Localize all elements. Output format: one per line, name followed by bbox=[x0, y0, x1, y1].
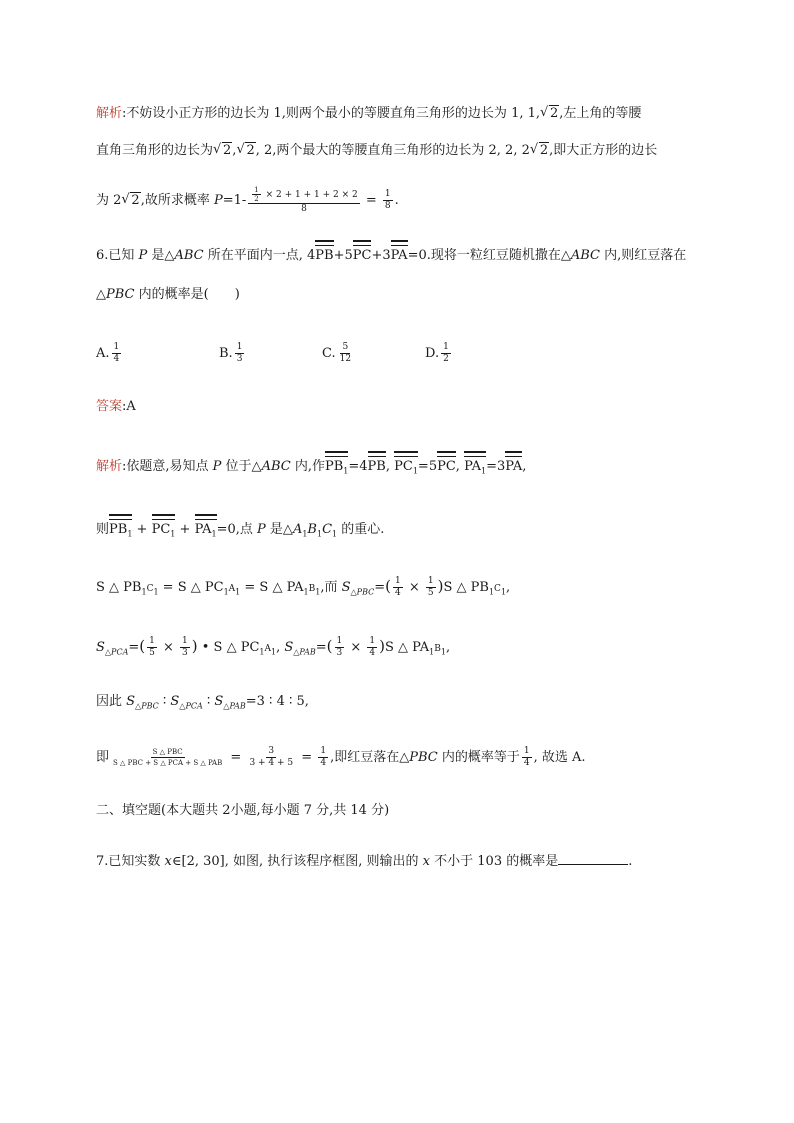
answer-blank[interactable] bbox=[558, 864, 628, 865]
option-c: C. $\frac{5}{12}$ bbox=[322, 342, 352, 364]
vector-pa1: $PA_1$ bbox=[464, 457, 486, 482]
vector-pb1: $PB_1$ bbox=[325, 457, 348, 482]
question-6-line-1: 6.已知 P 是△ABC 所在平面内一点, 4PB+5PC+3PA=0.现将一粒红豆随机撒在△ABC 内,则红豆落在 bbox=[96, 246, 686, 266]
vector-pb: PB bbox=[368, 457, 386, 477]
result-fraction: $\frac{1}{8}$ bbox=[384, 189, 391, 211]
question-6-line-2: △PBC 内的概率是( ) bbox=[96, 287, 240, 302]
solution-2-line-2: 则$PB_1 + PC_1 + PA_1=0$,点 P 是$\triangle A_1B_1C_1$ 的重心. bbox=[96, 520, 384, 545]
solution-1-line-1: 解析:不妨设小正方形的边长为 1,则两个最小的等腰直角三角形的边长为 1, 1,√ 2,左上角的等腰 bbox=[96, 104, 641, 124]
solution-1-line-3: 为 2√ 2,故所求概率 P=1- $\frac{1}{2}$ × 2 + 1 + 1 + 2 × 2 8 = $\frac{1}{8}$ . bbox=[96, 186, 399, 215]
question-7: 7.已知实数 x∈[2, 30], 如图, 执行该程序框图, 则输出的 x 不小于 103 的概率是 . bbox=[96, 854, 633, 869]
equation-3: 因此 $S_{\triangle PBC}$ ∶ $S_{\triangle PCA}$ ∶ $S_{\triangle PAB}=3$ ∶ 4 ∶ 5, bbox=[96, 694, 309, 711]
probability-fraction: $\frac{1}{2}$ × 2 + 1 + 1 + 2 × 2 8 bbox=[248, 186, 359, 215]
vector-pc1: $PC_1$ bbox=[394, 457, 418, 482]
answer-label: 答案 bbox=[96, 399, 123, 414]
sqrt-symbol: √ 2 bbox=[530, 141, 549, 161]
vector-pb1: $PB_1$ bbox=[109, 520, 132, 545]
section-heading: 二、填空题(本大题共 2小题,每小题 7 分,共 14 分) bbox=[96, 803, 390, 818]
vector-pa: PA bbox=[391, 246, 408, 266]
answer-value: :A bbox=[122, 399, 136, 414]
equation-4: 即 $\frac{\text{S △ PBC}}{\text{S △ PBC + S △ PCA + S △ PAB}}$ = $\frac{3}{3 + 4 + 5}$ = $\frac{1}{4}$ ,即红豆落在△PBC 内的概率等于 $\frac{1}{4}$ , 故选 A. bbox=[96, 746, 586, 768]
solution-1-line-2: 直角三角形的边长为√ 2,√ 2, 2,两个最大的等腰直角三角形的边长为 2, 2, 2√ 2,即大正方形的边长 bbox=[96, 141, 657, 161]
area-ratio-fraction: $\frac{\text{S △ PBC}}{\text{S △ PBC + S △ PCA + S △ PAB}}$ bbox=[113, 748, 223, 767]
equation-2: $S_{\triangle PCA}=$( $\frac{1}{5}$ × $\frac{1}{3}$ ) • S △ $PC_1A_1$, $S_{\triangle PAB}=$( $\frac{1}{3}$ × $\frac{1}{4}$ )S △ $PA_1B_1$, bbox=[96, 636, 451, 658]
sqrt-symbol: √ 2 bbox=[540, 104, 559, 124]
solution-label: 解析 bbox=[96, 106, 123, 121]
option-a: A. $\frac{1}{4}$ bbox=[96, 342, 120, 364]
answer-line bbox=[96, 397, 136, 417]
sqrt-symbol: √ 2 bbox=[213, 141, 232, 161]
option-b: B. $\frac{1}{3}$ bbox=[219, 342, 243, 364]
option-d: D. $\frac{1}{2}$ bbox=[425, 342, 449, 364]
solution-label: 解析 bbox=[96, 459, 123, 474]
vector-pb: PB bbox=[315, 246, 333, 266]
sqrt-symbol: √ 2 bbox=[121, 191, 140, 211]
vector-pc: PC bbox=[353, 246, 372, 266]
equation-1: S △ $PB_1C_1 = S$ △ $PC_1A_1 = S$ △ $PA_1B_1$,而 $S_{\triangle PBC}=$( $\frac{1}{4}$ × $\frac{1}{5}$ )S △ $PB_1C_1$, bbox=[96, 576, 511, 598]
vector-pa1: $PA_1$ bbox=[195, 520, 217, 545]
sqrt-symbol: √ 2 bbox=[236, 141, 255, 161]
solution-2-line-1: 解析:依题意,易知点 P 位于△ABC 内,作$PB_1=4PB$, $PC_1=5PC$, $PA_1=3PA$, bbox=[96, 457, 526, 482]
vector-pa: PA bbox=[505, 457, 522, 477]
vector-pc1: $PC_1$ bbox=[152, 520, 176, 545]
vector-pc: PC bbox=[437, 457, 456, 477]
options-row bbox=[96, 342, 496, 368]
